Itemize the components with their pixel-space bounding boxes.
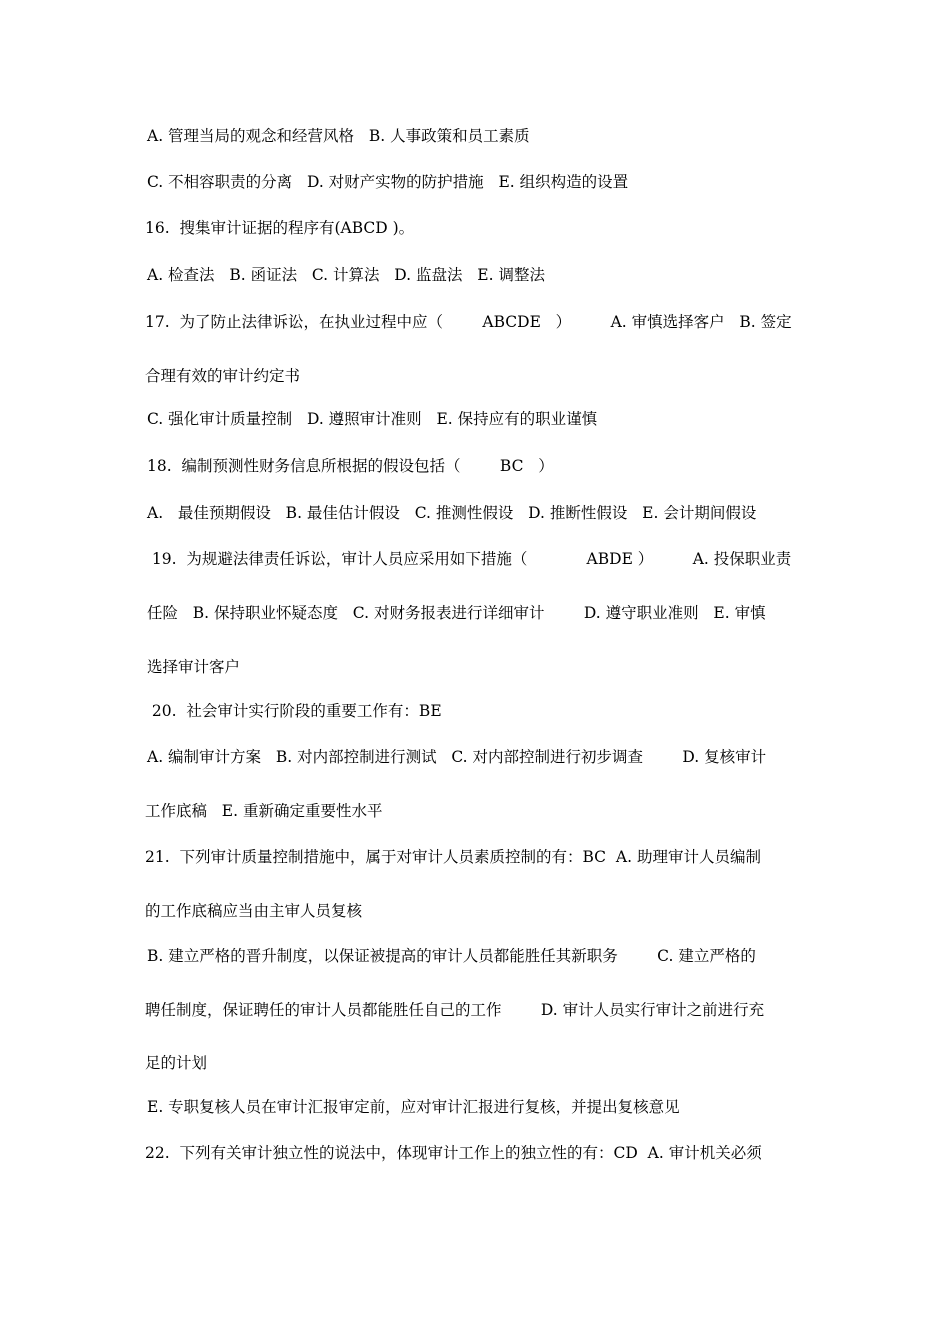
text-line: 18. 编制预测性财务信息所根据的假设包括（ BC ）	[147, 457, 554, 475]
text-line: B. 建立严格的晋升制度，以保证被提高的审计人员都能胜任其新职务 C. 建立严格的	[147, 947, 756, 965]
text-line: 足的计划	[145, 1054, 208, 1072]
text-line: E. 专职复核人员在审计汇报审定前，应对审计汇报进行复核，并提出复核意见	[147, 1098, 680, 1116]
text-line: 19. 为规避法律责任诉讼，审计人员应采用如下措施（ ABDE ） A. 投保职业责	[147, 550, 792, 568]
text-line: 22. 下列有关审计独立性的说法中，体现审计工作上的独立性的有：CD A. 审计机关必须	[145, 1144, 762, 1162]
text-line: 合理有效的审计约定书	[145, 367, 301, 385]
text-line: 16. 搜集审计证据的程序有(ABCD )。	[145, 219, 415, 237]
text-line: 17. 为了防止法律诉讼，在执业过程中应（ ABCDE ） A. 审慎选择客户 B. 签定	[145, 313, 792, 331]
text-line: 工作底稿 E. 重新确定重要性水平	[145, 802, 383, 820]
text-line: A. 最佳预期假设 B. 最佳估计假设 C. 推测性假设 D. 推断性假设 E. 会计期间假设	[147, 504, 757, 522]
text-line: C. 强化审计质量控制 D. 遵照审计准则 E. 保持应有的职业谨慎	[147, 410, 598, 428]
text-line: 选择审计客户	[147, 658, 241, 676]
text-line: A. 编制审计方案 B. 对内部控制进行测试 C. 对内部控制进行初步调查 D. 复核审计	[147, 748, 767, 766]
text-line: 21. 下列审计质量控制措施中，属于对审计人员素质控制的有：BC A. 助理审计人员编制	[145, 848, 761, 866]
text-line: 的工作底稿应当由主审人员复核	[145, 902, 363, 920]
text-line: A. 管理当局的观念和经营风格 B. 人事政策和员工素质	[147, 127, 530, 145]
text-line: A. 检查法 B. 函证法 C. 计算法 D. 监盘法 E. 调整法	[147, 266, 545, 284]
text-line: 20. 社会审计实行阶段的重要工作有：BE	[147, 702, 442, 720]
text-line: 任险 B. 保持职业怀疑态度 C. 对财务报表进行详细审计 D. 遵守职业准则 E. 审慎	[147, 604, 766, 622]
text-line: C. 不相容职责的分离 D. 对财产实物的防护措施 E. 组织构造的设置	[147, 173, 629, 191]
text-line: 聘任制度，保证聘任的审计人员都能胜任自己的工作 D. 审计人员实行审计之前进行充	[145, 1001, 765, 1019]
